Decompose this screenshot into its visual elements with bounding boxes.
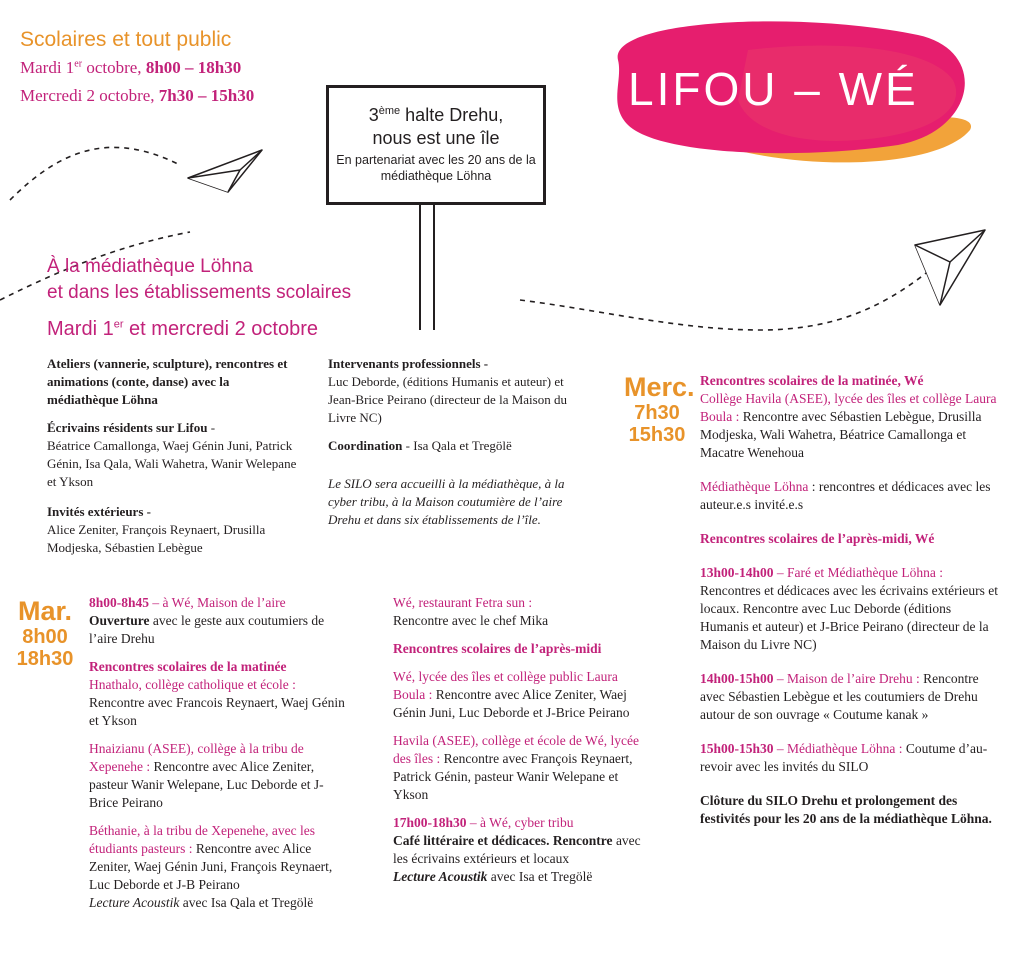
paper-plane-icon bbox=[188, 150, 262, 192]
professionals-title: Intervenants professionnels - bbox=[328, 356, 489, 371]
silo-note: Le SILO sera accueilli à la médiathèque, à la cyber tribu, à la Maison coutumière de l’aire Drehu et dans six établissements de l’île. bbox=[328, 476, 565, 527]
days-heading: Mardi 1er et mercredi 2 octobre bbox=[47, 318, 319, 340]
professionals-list: Luc Deborde, (éditions Humanis et auteur) et Jean-Brice Peirano (directeur de la Maison du Livre NC) bbox=[328, 374, 567, 425]
venue-heading: À la médiathèque Löhna et dans les établissements scolaires bbox=[47, 256, 352, 303]
date-wednesday: Mercredi 2 octobre, 7h30 – 15h30 bbox=[20, 86, 255, 105]
list-item: Rencontres scolaires de l’après-midi bbox=[393, 641, 602, 656]
list-item: 17h00-18h30 – à Wé, cyber tribu Café littéraire et dédicaces. Rencontre avec les écrivains extérieurs et locaux Lecture Acoustik avec Isa et Tregölë bbox=[393, 815, 641, 884]
guests-list: Alice Zeniter, François Reynaert, Drusilla Modjeska, Sébastien Lebègue bbox=[47, 522, 266, 555]
list-item: Hnaizianu (ASEE), collège à la tribu de Xepenehe : Rencontre avec Alice Zeniter, pasteur Wanir Welepane, Luc Deborde et J-Brice Peirano bbox=[89, 741, 324, 810]
paper-plane-icon bbox=[915, 230, 985, 305]
list-item: Béthanie, à la tribu de Xepenehe, avec les étudiants pasteurs : Rencontre avec Alice Zeniter, Waej Génin Juni, François Reynaert, Luc Deborde et J-B Peirano Lecture Acoustik avec Isa Qala et Tregölë bbox=[89, 823, 333, 910]
organizers-column: Intervenants professionnels - Luc Deborde, (éditions Humanis et auteur) et Jean-Brice Peirano (directeur de la Maison du Livre NC) Coordination - Isa Qala et Tregölë Le SILO sera accueilli à la médiathèque, à la cyber tribu, à la Maison coutumière de l’aire Drehu et dans six établissements de l’île. bbox=[328, 356, 567, 527]
tuesday-schedule-1 bbox=[89, 594, 349, 922]
wednesday-label: Merc. 7h30 15h30 bbox=[624, 372, 695, 446]
coordination-title: Coordination bbox=[328, 438, 403, 453]
tuesday-schedule-2 bbox=[393, 594, 653, 896]
resident-writers-title: Écrivains résidents sur Lifou bbox=[47, 420, 208, 435]
logo-title: LIFOU – WÉ bbox=[628, 63, 919, 115]
sign-subtitle: En partenariat avec les 20 ans de la médiathèque Löhna bbox=[336, 153, 536, 183]
list-item: Rencontres scolaires de l’après-midi, Wé bbox=[700, 531, 935, 546]
date-tuesday: Mardi 1er octobre, 8h00 – 18h30 bbox=[20, 58, 242, 77]
list-item: 14h00-15h00 – Maison de l’aire Drehu : Rencontre avec Sébastien Lebègue et les coutumiers de Drehu autour de son ouvrage « Coutume kanak » bbox=[700, 671, 979, 722]
sign-post bbox=[419, 205, 435, 330]
list-item: Rencontres scolaires de la matinée Hnathalo, collège catholique et école : Rencontre avec Francois Reynaert, Waej Génin et Ykson bbox=[89, 659, 345, 728]
tuesday-label: Mar. 8h00 18h30 bbox=[16, 596, 74, 670]
wednesday-schedule bbox=[700, 372, 1000, 838]
guests-title: Invités extérieurs - bbox=[47, 504, 151, 519]
list-item: 8h00-8h45 – à Wé, Maison de l’aire Ouverture avec le geste aux coutumiers de l’aire Drehu bbox=[89, 595, 325, 646]
resident-writers-list: Béatrice Camallonga, Waej Génin Juni, Patrick Génin, Isa Qala, Wali Wahetra, Wanir Welepane et Ykson bbox=[47, 438, 297, 489]
list-item: Havila (ASEE), collège et école de Wé, lycée des îles : Rencontre avec François Reynaert, Patrick Génin, pasteur Wanir Welepane et Ykson bbox=[393, 733, 640, 802]
list-item: 13h00-14h00 – Faré et Médiathèque Löhna : Rencontres et dédicaces avec les écrivains extérieurs et locaux. Rencontre avec Luc Deborde (éditions Humanis et auteur) et J-Brice Peirano (directeur de la Maison du Livre NC) bbox=[700, 565, 998, 652]
sign-title: 3ème halte Drehu, nous est une île bbox=[368, 105, 504, 148]
list-item: Médiathèque Löhna : rencontres et dédicaces avec les auteur.e.s invité.e.s bbox=[700, 479, 991, 512]
list-item: 15h00-15h30 – Médiathèque Löhna : Coutume d’au-revoir avec les invités du SILO bbox=[700, 741, 988, 774]
list-item: Wé, restaurant Fetra sun : Rencontre avec le chef Mika bbox=[393, 595, 549, 628]
list-item: Clôture du SILO Drehu et prolongement des festivités pour les 20 ans de la médiathèque Löhna. bbox=[700, 793, 992, 826]
workshops-text: Ateliers (vannerie, sculpture), rencontres et animations (conte, danse) avec la médiathèque Löhna bbox=[47, 356, 288, 407]
list-item: Wé, lycée des îles et collège public Laura Boula : Rencontre avec Alice Zeniter, Waej Génin Juni, Luc Deborde et J-Brice Peirano bbox=[393, 669, 630, 720]
participants-column: Ateliers (vannerie, sculpture), rencontres et animations (conte, danse) avec la médiathèque Löhna Écrivains résidents sur Lifou - Béatrice Camallonga, Waej Génin Juni, Patrick Génin, Isa Qala, Wali Wahetra, Wanir Welepane et Ykson Invités extérieurs - Alice Zeniter, François Reynaert, Drusilla Modjeska, Sébastien Lebègue bbox=[47, 356, 297, 555]
audience-heading: Scolaires et tout public bbox=[20, 28, 232, 51]
list-item: Rencontres scolaires de la matinée, Wé Collège Havila (ASEE), lycée des îles et collège Laura Boula : Rencontre avec Sébastien Lebègue, Drusilla Modjeska, Wali Wahetra, Béatrice Camallonga et Macatre Wenehoua bbox=[700, 373, 997, 460]
